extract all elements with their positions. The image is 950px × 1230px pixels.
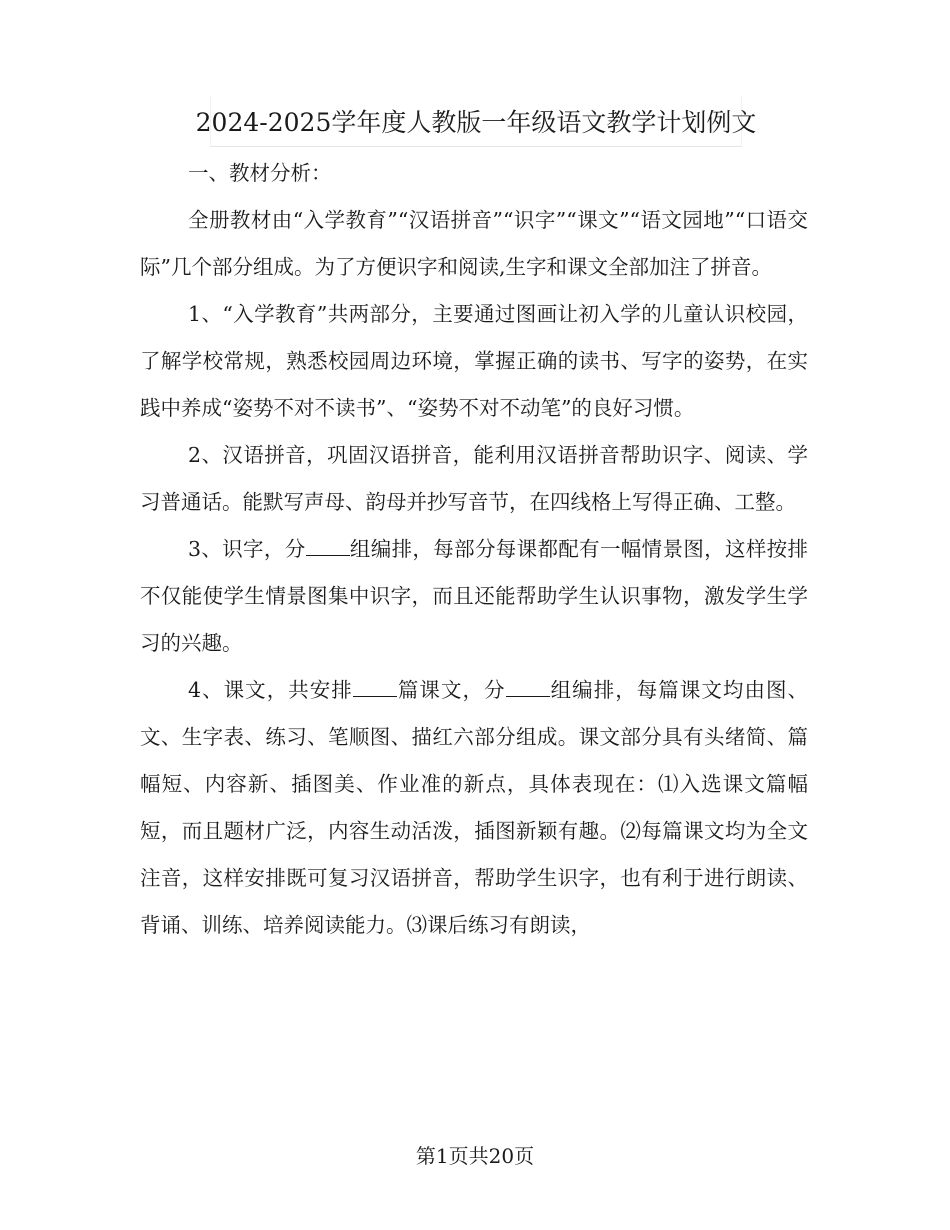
fill-blank	[306, 537, 350, 556]
item-2-paragraph: 2、汉语拼音，巩固汉语拼音，能利用汉语拼音帮助识字、阅读、学习普通话。能默写声母、韵母并抄写音节，在四线格上写得正确、工整。	[140, 443, 808, 514]
item-4-text-a: 4、课文，共安排	[188, 678, 353, 702]
document-body	[140, 150, 808, 949]
page-number: 第1页共20页	[415, 1144, 535, 1168]
document-title: 2024-2025学年度人教版一年级语文教学计划例文	[195, 108, 757, 137]
item-1-paragraph: 1、“入学教育”共两部分，主要通过图画让初入学的儿童认识校园，了解学校常规，熟悉校园周边环境，掌握正确的读书、写字的姿势，在实践中养成“姿势不对不读书”、“姿势不对不动笔”的良好习惯。	[140, 302, 808, 420]
page-footer	[0, 1140, 950, 1169]
item-3-text-b: 组编排，每部分每课都配有一幅情景图，这样按排不仅能使学生情景图集中识字，而且还能帮助学生认识事物，激发学生学习的兴趣。	[140, 537, 809, 655]
item-3-paragraph	[140, 526, 808, 667]
fill-blank	[353, 678, 397, 697]
fill-blank	[506, 678, 550, 697]
intro-paragraph: 全册教材由“入学教育”“汉语拼音”“识字”“课文”“语文园地”“口语交际”几个部分组成。为了方便识字和阅读,生字和课文全部加注了拼音。	[140, 208, 808, 279]
item-4-text-b: 篇课文，分	[396, 678, 506, 702]
title-box	[195, 96, 757, 147]
section-heading: 一、教材分析：	[188, 161, 332, 185]
item-3-text-a: 3、识字，分	[188, 537, 306, 561]
item-4-paragraph	[140, 667, 808, 949]
item-4-text-c: 组编排，每篇课文均由图、文、生字表、练习、笔顺图、描红六部分组成。课文部分具有头绪简、篇幅短、内容新、插图美、作业准的新点，具体表现在：⑴入选课文篇幅短，而且题材广泛，内容生动活泼，插图新颖有趣。⑵每篇课文均为全文注音，这样安排既可复习汉语拼音，帮助学生识字，也有利于进行朗读、背诵、训练、培养阅读能力。⑶课后练习有朗读，	[140, 678, 809, 937]
